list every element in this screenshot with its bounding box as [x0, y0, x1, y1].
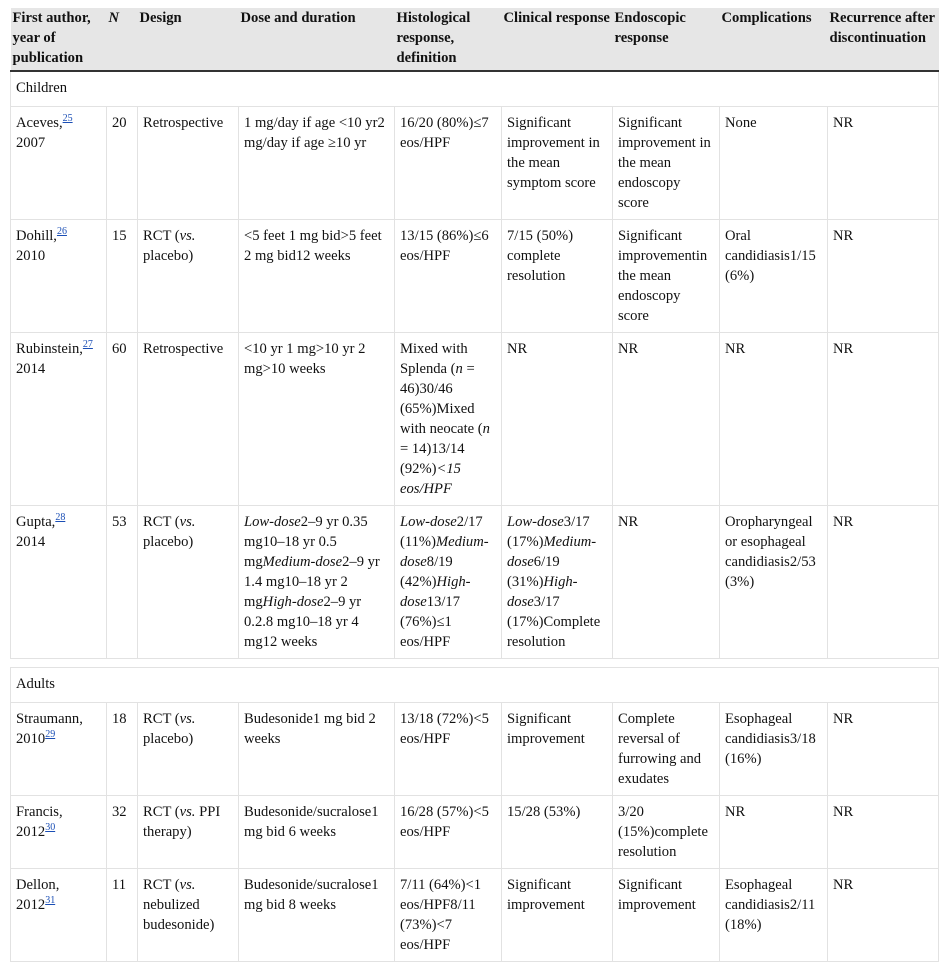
header-author: First author, year of publication	[11, 8, 107, 71]
recurrence-cell: NR	[828, 107, 939, 220]
design-cell: Retrospective	[138, 107, 239, 220]
table-row	[11, 703, 939, 796]
histological-cell: Mixed with Splenda (n = 46)30/46 (65%)Mixed with neocate (n = 14)13/14 (92%)<15 eos/HPF	[395, 333, 502, 506]
header-design: Design	[138, 8, 239, 71]
design-cell: RCT (vs. placebo)	[138, 220, 239, 333]
table-row	[11, 220, 939, 333]
histological-cell: 13/18 (72%)<5 eos/HPF	[395, 703, 502, 796]
recurrence-cell: NR	[828, 333, 939, 506]
complications-cell: Oropharyngeal or esophageal candidiasis2/53 (3%)	[720, 506, 828, 659]
recurrence-cell: NR	[828, 506, 939, 659]
n-cell: 60	[107, 333, 138, 506]
spacer-cell	[11, 659, 939, 668]
author-cell: Dellon, 2012$^{31}$	[11, 869, 107, 962]
header-n: N	[107, 8, 138, 71]
endoscopic-cell: Complete reversal of furrowing and exudates	[613, 703, 720, 796]
reference-link[interactable]: 31	[45, 895, 56, 907]
reference-link[interactable]: 30	[45, 822, 56, 834]
recurrence-cell: NR	[828, 796, 939, 869]
n-cell: 15	[107, 220, 138, 333]
section-row-adults	[11, 668, 939, 703]
design-cell: RCT (vs. placebo)	[138, 703, 239, 796]
section-row-children	[11, 71, 939, 107]
reference-link[interactable]: 26	[56, 226, 67, 238]
reference-link[interactable]: 29	[45, 729, 56, 741]
n-cell: 20	[107, 107, 138, 220]
endoscopic-cell: 3/20 (15%)complete resolution	[613, 796, 720, 869]
reference-link[interactable]: 27	[82, 339, 93, 351]
clinical-cell: Significant improvement in the mean symptom score	[502, 107, 613, 220]
n-cell: 11	[107, 869, 138, 962]
dose-cell: <10 yr 1 mg>10 yr 2 mg>10 weeks	[239, 333, 395, 506]
complications-cell: Esophageal candidiasis2/11 (18%)	[720, 869, 828, 962]
histological-cell: Low-dose2/17 (11%)Medium-dose8/19 (42%)High-dose13/17 (76%)≤1 eos/HPF	[395, 506, 502, 659]
histological-cell: 16/20 (80%)≤7 eos/HPF	[395, 107, 502, 220]
complications-cell: None	[720, 107, 828, 220]
header-recurrence: Recurrence after discontinuation	[828, 8, 939, 71]
reference-link[interactable]: 28	[55, 512, 66, 524]
author-cell: Straumann, 2010$^{29}$	[11, 703, 107, 796]
table-row	[11, 506, 939, 659]
dose-cell: Budesonide/sucralose1 mg bid 8 weeks	[239, 869, 395, 962]
author-cell: Aceves,$^{25}$ 2007	[11, 107, 107, 220]
histological-cell: 16/28 (57%)<5 eos/HPF	[395, 796, 502, 869]
author-cell: Dohill,$^{26}$ 2010	[11, 220, 107, 333]
design-cell: RCT (vs. PPI therapy)	[138, 796, 239, 869]
dose-cell: 1 mg/day if age <10 yr2 mg/day if age ≥10 yr	[239, 107, 395, 220]
clinical-cell: Low-dose3/17 (17%)Medium-dose6/19 (31%)High-dose3/17 (17%)Complete resolution	[502, 506, 613, 659]
dose-cell: Low-dose2–9 yr 0.35 mg10–18 yr 0.5 mgMedium-dose2–9 yr 1.4 mg10–18 yr 2 mgHigh-dose2–9 yr 0.2.8 mg10–18 yr 4 mg12 weeks	[239, 506, 395, 659]
recurrence-cell: NR	[828, 869, 939, 962]
design-cell: RCT (vs. placebo)	[138, 506, 239, 659]
table-row	[11, 796, 939, 869]
endoscopic-cell: NR	[613, 506, 720, 659]
clinical-cell: NR	[502, 333, 613, 506]
author-cell: Gupta,$^{28}$ 2014	[11, 506, 107, 659]
header-dose: Dose and duration	[239, 8, 395, 71]
n-cell: 53	[107, 506, 138, 659]
recurrence-cell: NR	[828, 220, 939, 333]
histological-cell: 13/15 (86%)≤6 eos/HPF	[395, 220, 502, 333]
author-cell: Rubinstein,$^{27}$ 2014	[11, 333, 107, 506]
design-cell: Retrospective	[138, 333, 239, 506]
complications-cell: NR	[720, 796, 828, 869]
header-endoscopic: Endoscopic response	[613, 8, 720, 71]
endoscopic-cell: Significant improvement in the mean endoscopy score	[613, 107, 720, 220]
section-spacer	[11, 659, 939, 668]
header-clinical: Clinical response	[502, 8, 613, 71]
dose-cell: <5 feet 1 mg bid>5 feet 2 mg bid12 weeks	[239, 220, 395, 333]
design-cell: RCT (vs. nebulized budesonide)	[138, 869, 239, 962]
endoscopic-cell: NR	[613, 333, 720, 506]
clinical-cell: 15/28 (53%)	[502, 796, 613, 869]
histological-cell: 7/11 (64%)<1 eos/HPF8/11 (73%)<7 eos/HPF	[395, 869, 502, 962]
n-cell: 18	[107, 703, 138, 796]
dose-cell: Budesonide/sucralose1 mg bid 6 weeks	[239, 796, 395, 869]
recurrence-cell: NR	[828, 703, 939, 796]
clinical-cell: 7/15 (50%) complete resolution	[502, 220, 613, 333]
table-row	[11, 333, 939, 506]
header-complications: Complications	[720, 8, 828, 71]
reference-link[interactable]: 25	[62, 113, 73, 125]
header-row	[11, 8, 939, 71]
complications-cell: Esophageal candidiasis3/18 (16%)	[720, 703, 828, 796]
author-cell: Francis, 2012$^{30}$	[11, 796, 107, 869]
budesonide-studies-table	[10, 8, 939, 962]
complications-cell: NR	[720, 333, 828, 506]
table-row	[11, 107, 939, 220]
header-histological: Histological response, definition	[395, 8, 502, 71]
clinical-cell: Significant improvement	[502, 703, 613, 796]
endoscopic-cell: Significant improvement	[613, 869, 720, 962]
complications-cell: Oral candidiasis1/15 (6%)	[720, 220, 828, 333]
dose-cell: Budesonide1 mg bid 2 weeks	[239, 703, 395, 796]
endoscopic-cell: Significant improvementin the mean endoscopy score	[613, 220, 720, 333]
section-label: Adults	[11, 668, 939, 703]
clinical-cell: Significant improvement	[502, 869, 613, 962]
n-cell: 32	[107, 796, 138, 869]
section-label: Children	[11, 71, 939, 107]
